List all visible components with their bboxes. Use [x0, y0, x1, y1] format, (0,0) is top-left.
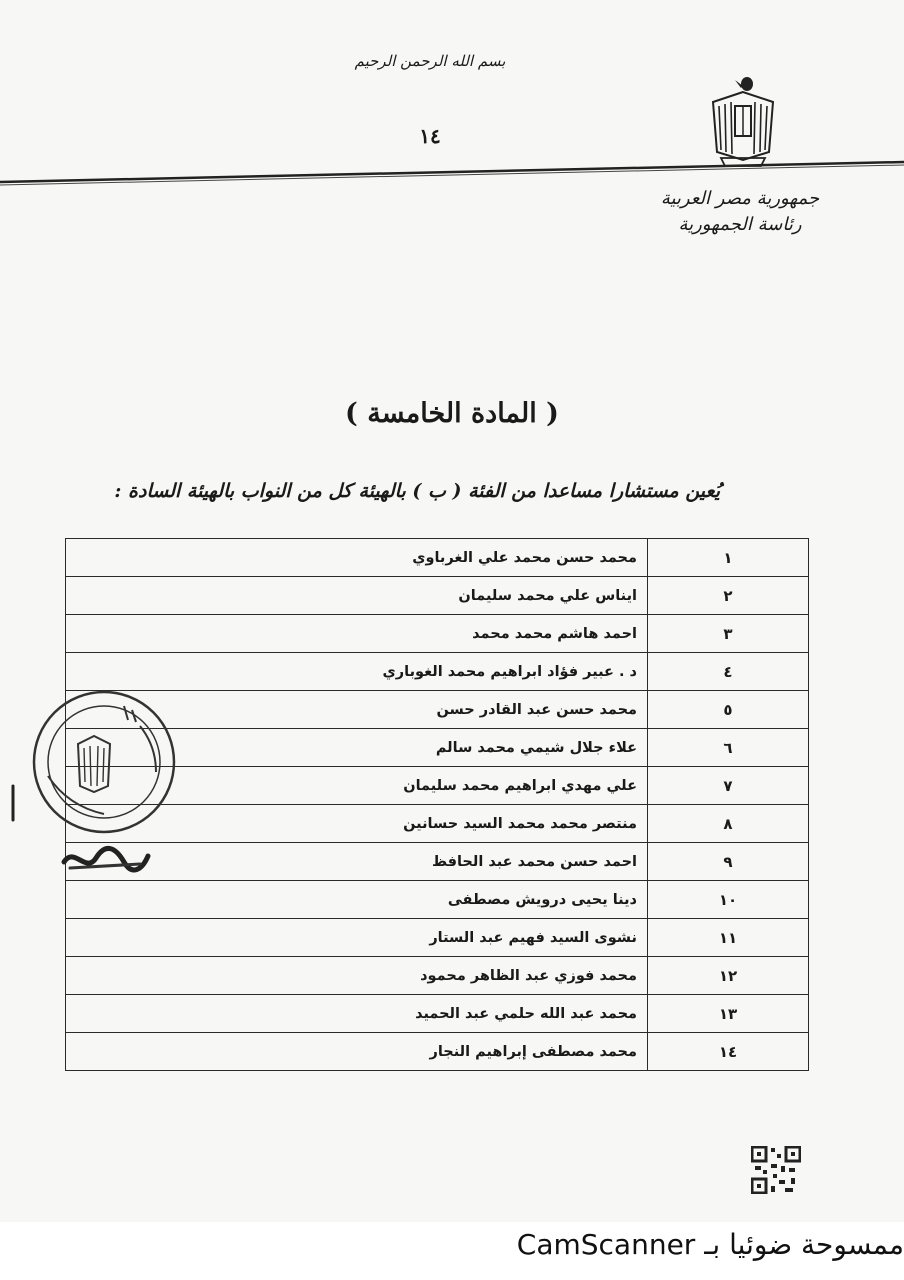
row-number: ٦	[648, 729, 809, 767]
republic-name: جمهورية مصر العربية	[660, 188, 820, 209]
row-number: ١٣	[648, 995, 809, 1033]
row-number: ١١	[648, 919, 809, 957]
basmala: بسم الله الرحمن الرحيم	[354, 52, 506, 70]
row-number: ١٤	[648, 1033, 809, 1071]
article-intro: يُعين مستشارا مساعدا من الفئة ( ب ) بالهيئة كل من النواب بالهيئة السادة :	[114, 480, 720, 502]
appointee-name: منتصر محمد محمد السيد حسانين	[66, 805, 648, 843]
appointee-name: محمد حسن محمد علي الغرباوي	[66, 539, 648, 577]
table-row	[66, 919, 809, 957]
appointee-name: احمد هاشم محمد محمد	[66, 615, 648, 653]
page-number: ١٤	[419, 124, 441, 148]
row-number: ١	[648, 539, 809, 577]
row-number: ٣	[648, 615, 809, 653]
table-row	[66, 843, 809, 881]
qr-code-icon	[751, 1146, 801, 1194]
signature-icon	[60, 840, 152, 880]
row-number: ٥	[648, 691, 809, 729]
row-number: ١٠	[648, 881, 809, 919]
appointee-name: محمد عبد الله حلمي عبد الحميد	[66, 995, 648, 1033]
table-row	[66, 995, 809, 1033]
table-row	[66, 1033, 809, 1071]
appointee-name: د . عبير فؤاد ابراهيم محمد الغوباري	[66, 653, 648, 691]
appointee-name: نشوى السيد فهيم عبد الستار	[66, 919, 648, 957]
appointee-name: محمد فوزي عبد الظاهر محمود	[66, 957, 648, 995]
table-row	[66, 615, 809, 653]
row-number: ٧	[648, 767, 809, 805]
presidency-name: رئاسة الجمهورية	[678, 214, 802, 235]
official-seal-icon	[28, 686, 180, 838]
margin-mark-icon	[8, 784, 18, 824]
appointee-name: محمد مصطفى إبراهيم النجار	[66, 1033, 648, 1071]
row-number: ٨	[648, 805, 809, 843]
row-number: ٤	[648, 653, 809, 691]
appointee-name: احمد حسن محمد عبد الحافظ	[66, 843, 648, 881]
table-row	[66, 881, 809, 919]
issuer-block	[660, 186, 820, 238]
eagle-emblem-icon	[705, 72, 781, 172]
table-row	[66, 577, 809, 615]
appointee-name: علي مهدي ابراهيم محمد سليمان	[66, 767, 648, 805]
table-row	[66, 539, 809, 577]
appointee-name: محمد حسن عبد القادر حسن	[66, 691, 648, 729]
row-number: ١٢	[648, 957, 809, 995]
scanner-watermark-text: ممسوحة ضوئيا بـ CamScanner	[516, 1228, 904, 1261]
appointee-name: علاء جلال شيمي محمد سالم	[66, 729, 648, 767]
table-row	[66, 957, 809, 995]
article-title: ( المادة الخامسة )	[345, 398, 559, 429]
appointee-name: ايناس علي محمد سليمان	[66, 577, 648, 615]
row-number: ٩	[648, 843, 809, 881]
row-number: ٢	[648, 577, 809, 615]
table-row	[66, 653, 809, 691]
appointee-name: دينا يحيى درويش مصطفى	[66, 881, 648, 919]
